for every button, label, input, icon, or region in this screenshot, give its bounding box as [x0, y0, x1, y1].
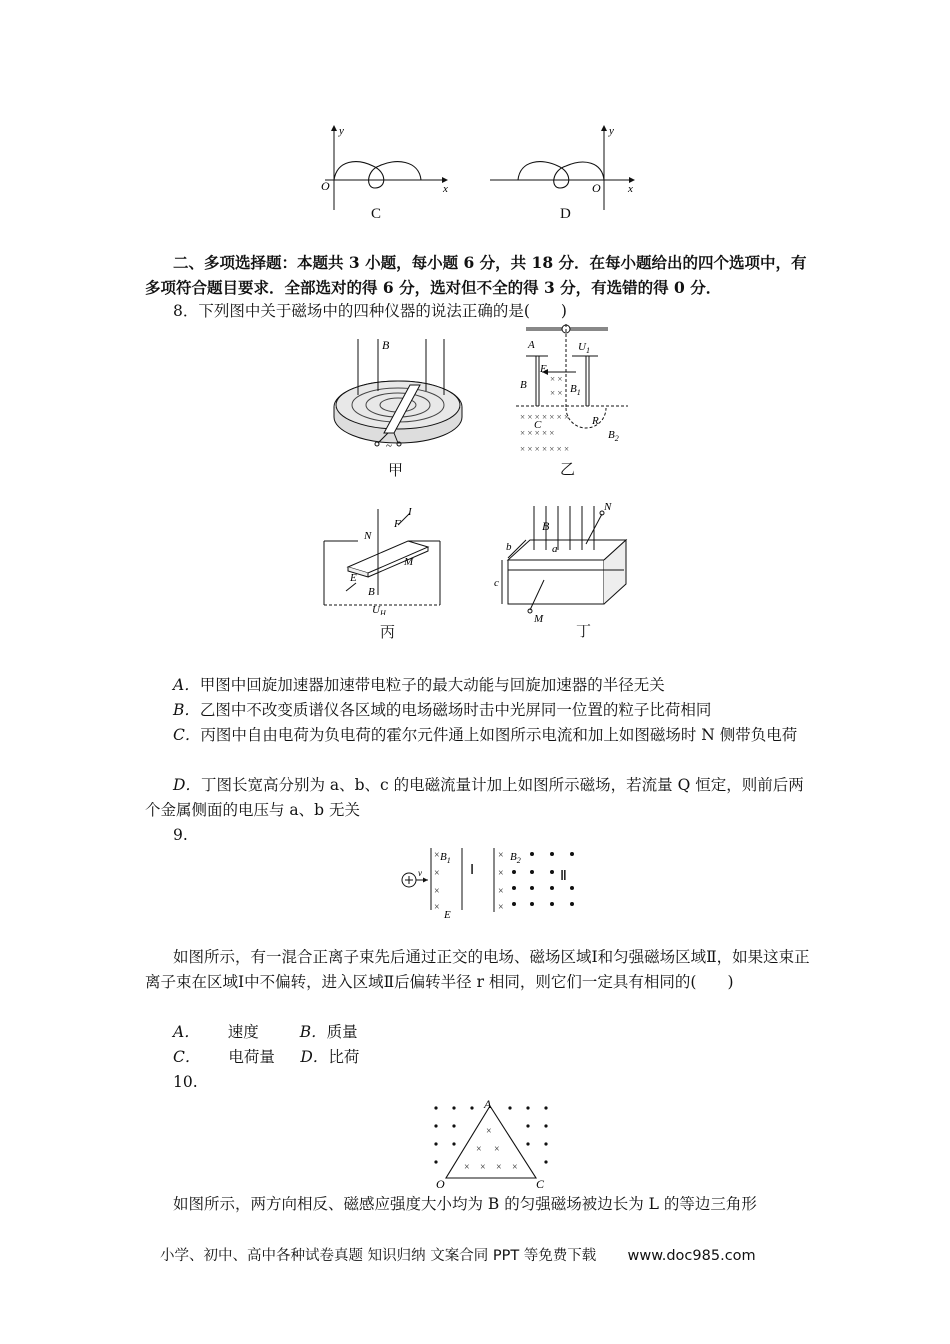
figure-d-caption: D — [560, 206, 571, 222]
figure-yi-mass-spectrometer — [512, 320, 632, 478]
footer-site-link[interactable]: www.doc985.com — [627, 1248, 756, 1264]
q9-options-row-2: C． 电荷量 D．比荷 — [173, 1048, 360, 1066]
x-axis-label: x — [628, 183, 633, 195]
svg-text:×: × — [434, 868, 440, 879]
figure-q9 — [398, 842, 588, 926]
figure-q10-triangle — [428, 1098, 558, 1194]
hall-voltage-label: $U_H$ — [372, 604, 386, 615]
svg-text:×: × — [476, 1144, 482, 1155]
q9-number: 9. — [173, 826, 188, 844]
svg-text:×: × — [496, 1162, 502, 1173]
e-field-label: E — [444, 909, 451, 921]
force-f-label: F — [394, 518, 401, 530]
figure-bing-hall-element — [318, 505, 448, 641]
b-field-label: B — [382, 338, 390, 352]
figure-jia-caption: 甲 — [388, 463, 404, 479]
x-axis-label: x — [443, 183, 448, 195]
q8-stem: 8．下列图中关于磁场中的四种仪器的说法正确的是( ) — [173, 302, 567, 320]
svg-text:×: × — [498, 902, 504, 913]
figure-ding-caption: 丁 — [576, 624, 592, 640]
q8-option-d: D．丁图长宽高分别为 a、b、c 的电磁流量计加上如图所示磁场，若流量 Q 恒定，则前后两个金属侧面的电压与 a、b 无关 — [145, 776, 804, 819]
q9-options-row-1: A． 速度 B．质量 — [173, 1023, 358, 1041]
figure-bing-caption: 丙 — [380, 625, 396, 641]
footer-text: 小学、初中、高中各种试卷真题 知识归纳 文案合同 PPT 等免费下载 — [160, 1248, 597, 1264]
figure-d — [488, 122, 638, 222]
svg-text:×: × — [434, 902, 440, 913]
vertex-c-label: C — [536, 1177, 545, 1190]
q8-option-a: A．甲图中回旋加速器加速带电粒子的最大动能与回旋加速器的半径无关 — [173, 676, 665, 694]
figure-c — [315, 122, 455, 222]
b-label: B — [542, 519, 550, 533]
svg-text:×: × — [434, 850, 440, 861]
side-m-label: M — [404, 556, 414, 568]
vertex-o-label: O — [436, 1177, 445, 1190]
svg-text:×: × — [434, 886, 440, 897]
y-axis-label: y — [609, 125, 614, 137]
figure-ding-flowmeter — [494, 500, 634, 640]
length-b-label: b — [506, 541, 512, 553]
b-label: B — [368, 586, 375, 598]
figure-c-caption: C — [371, 206, 382, 222]
q10-stem: 如图所示，两方向相反、磁感应强度大小均为 B 的匀强磁场被边长为 L 的等边三角形 — [173, 1195, 757, 1213]
figure-yi-caption: 乙 — [560, 462, 576, 478]
svg-text:×: × — [498, 868, 504, 879]
svg-text:× × × × × × ×: × × × × × × × — [520, 412, 570, 422]
e-field-label: E — [540, 363, 547, 375]
electrode-m-label: M — [534, 613, 544, 625]
origin-label: O — [321, 179, 330, 193]
section-heading: 二、多项选择题：本题共 3 小题，每小题 6 分，共 18 分．在每小题给出的四个选项中，有多项符合题目要求．全部选对的得 6 分，选对但不全的得 3 分，有选错的得 0 分． — [145, 253, 807, 297]
plate-a-label: A — [528, 339, 535, 351]
b1-label: $B_1$ — [440, 851, 451, 865]
ac-symbol: ~ — [386, 440, 392, 452]
voltage-u1-label: $U_1$ — [578, 341, 590, 355]
y-axis-label: y — [339, 125, 344, 137]
height-c-label: c — [494, 577, 499, 589]
q8-option-c: C．丙图中自由电荷为负电荷的霍尔元件通上如图所示电流和加上如图磁场时 N 侧带负电荷 — [173, 726, 798, 744]
electrode-n-label: N — [604, 501, 612, 513]
b2-label: $B_2$ — [510, 851, 521, 865]
velocity-label: v — [418, 868, 422, 878]
q10-number: 10. — [173, 1073, 198, 1091]
e-label: E — [350, 572, 357, 584]
current-i-label: I — [408, 506, 412, 518]
svg-text:× ×: × × — [550, 388, 563, 398]
vertex-a-label: A — [484, 1098, 492, 1111]
svg-text:× ×: × × — [550, 374, 563, 384]
b-label: B — [520, 379, 527, 391]
q8-option-b: B．乙图中不改变质谱仪各区域的电场磁场时击中光屏同一位置的粒子比荷相同 — [173, 701, 712, 719]
screen-c-label: C — [534, 419, 542, 431]
svg-text:×: × — [480, 1162, 486, 1173]
svg-text:×: × — [494, 1144, 500, 1155]
region-1-label: Ⅰ — [470, 863, 475, 878]
figure-jia-cyclotron — [318, 335, 478, 479]
b2-label: $B_2$ — [608, 429, 619, 443]
width-a-label: a — [552, 543, 558, 555]
svg-text:× × × × ×: × × × × × — [520, 428, 555, 438]
svg-text:×: × — [498, 886, 504, 897]
footer — [160, 1244, 756, 1265]
radius-r-label: R — [592, 415, 599, 427]
region-2-label: Ⅱ — [560, 869, 567, 884]
svg-text:×: × — [486, 1126, 492, 1137]
b1-label: $B_1$ — [570, 383, 581, 397]
svg-text:× × × × × × ×: × × × × × × × — [520, 444, 570, 454]
q9-stem: 如图所示，有一混合正离子束先后通过正交的电场、磁场区域Ⅰ和匀强磁场区域Ⅱ，如果这束正离子束在区域Ⅰ中不偏转，进入区域Ⅱ后偏转半径 r 相同，则它们一定具有相同的( ) — [145, 948, 810, 991]
svg-text:×: × — [464, 1162, 470, 1173]
svg-text:×: × — [512, 1162, 518, 1173]
origin-label: O — [592, 181, 601, 195]
side-n-label: N — [364, 530, 372, 542]
svg-text:×: × — [498, 850, 504, 861]
